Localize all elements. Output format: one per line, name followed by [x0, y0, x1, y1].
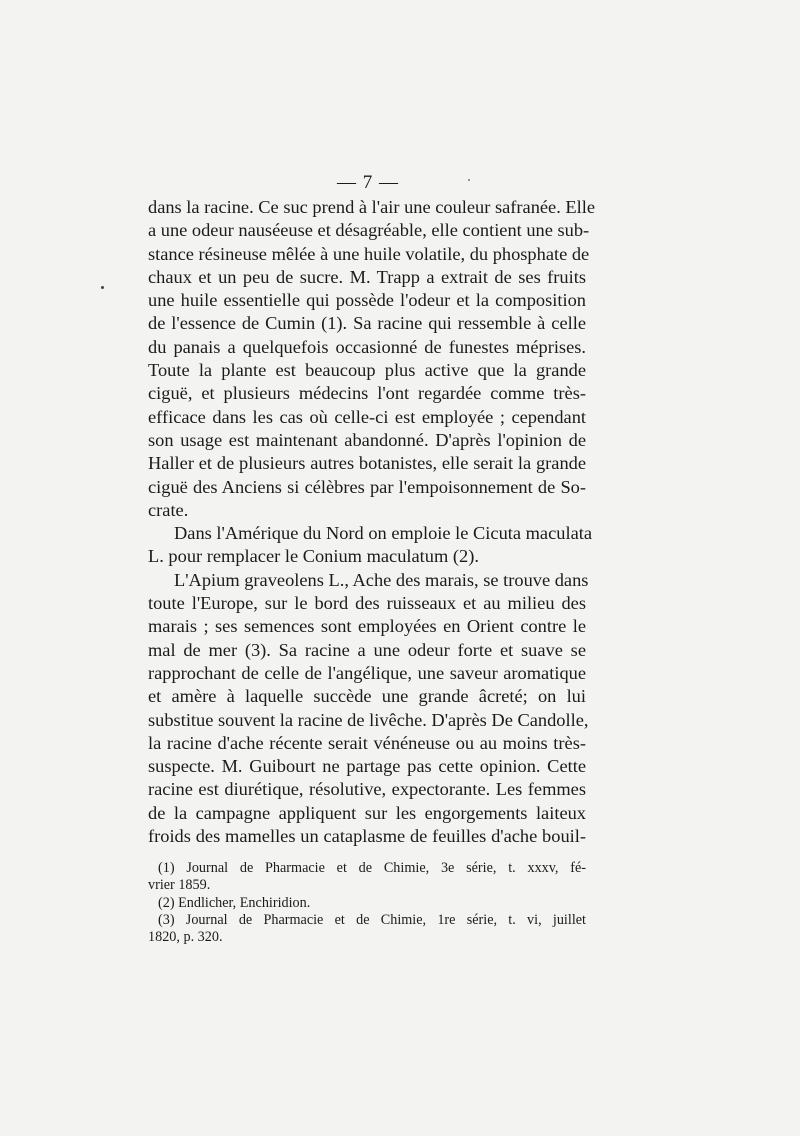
text-line: L. pour remplacer le Conium maculatum (2).	[148, 546, 479, 567]
text-line: ciguë des Anciens si célèbres par l'empoisonnement de So-	[148, 476, 586, 497]
text-line: toute l'Europe, sur le bord des ruisseaux et au milieu des	[148, 593, 586, 614]
text-line: mal de mer (3). Sa racine a une odeur forte et suave se	[148, 639, 586, 660]
text-line: Haller et de plusieurs autres botanistes, elle serait la grande	[148, 453, 586, 474]
text-line: froids des mamelles un cataplasme de feuilles d'ache bouil-	[148, 826, 586, 847]
text-line: et amère à laquelle succède une grande âcreté; on lui	[148, 686, 586, 707]
body-text	[148, 196, 596, 848]
text-line: L'Apium graveolens L., Ache des marais, se trouve dans	[174, 569, 589, 590]
print-speck	[101, 286, 104, 289]
footnote-line: (1) Journal de Pharmacie et de Chimie, 3e série, t. xxxv, fé-	[158, 860, 586, 876]
text-line: stance résineuse mêlée à une huile volatile, du phosphate de	[148, 243, 590, 264]
text-line: substitue souvent la racine de livêche. D'après De Candolle,	[148, 709, 589, 730]
text-line: crate.	[148, 499, 189, 520]
footnote-line: 1820, p. 320.	[148, 929, 223, 946]
text-line: efficace dans les cas où celle-ci est employée ; cependant	[148, 406, 586, 427]
text-line: suspecte. M. Guibourt ne partage pas cette opinion. Cette	[148, 756, 586, 777]
text-line: la racine d'ache récente serait vénéneuse ou au moins très-	[148, 732, 586, 753]
footnote-line: vrier 1859.	[148, 877, 211, 894]
text-line: chaux et un peu de sucre. M. Trapp a extrait de ses fruits	[148, 266, 586, 287]
text-line: rapprochant de celle de l'angélique, une saveur aromatique	[148, 662, 586, 683]
text-line: de la campagne appliquent sur les engorgements laiteux	[148, 802, 586, 823]
text-line: une huile essentielle qui possède l'odeur et la composition	[148, 290, 586, 311]
text-line: son usage est maintenant abandonné. D'après l'opinion de	[148, 429, 586, 450]
text-line: Dans l'Amérique du Nord on emploie le Cicuta maculata	[174, 523, 593, 544]
text-line: racine est diurétique, résolutive, expectorante. Les femmes	[148, 779, 586, 800]
text-line: de l'essence de Cumin (1). Sa racine qui ressemble à celle	[148, 313, 586, 334]
text-line: ciguë, et plusieurs médecins l'ont regardée comme très-	[148, 383, 586, 404]
print-speck	[468, 179, 470, 181]
text-line: du panais a quelquefois occasionné de funestes méprises.	[148, 336, 586, 357]
page-number: — 7 —	[337, 172, 399, 193]
footnote-line: (3) Journal de Pharmacie et de Chimie, 1re série, t. vi, juillet	[158, 911, 586, 928]
text-line: marais ; ses semences sont employées en Orient contre le	[148, 616, 586, 637]
text-line: a une odeur nauséeuse et désagréable, elle contient une sub-	[148, 220, 590, 241]
text-line: dans la racine. Ce suc prend à l'air une couleur safranée. Elle	[148, 197, 596, 217]
footnotes	[148, 860, 586, 946]
text-line: Toute la plante est beaucoup plus active que la grande	[148, 360, 586, 381]
footnote-line: (2) Endlicher, Enchiridion.	[158, 894, 311, 911]
